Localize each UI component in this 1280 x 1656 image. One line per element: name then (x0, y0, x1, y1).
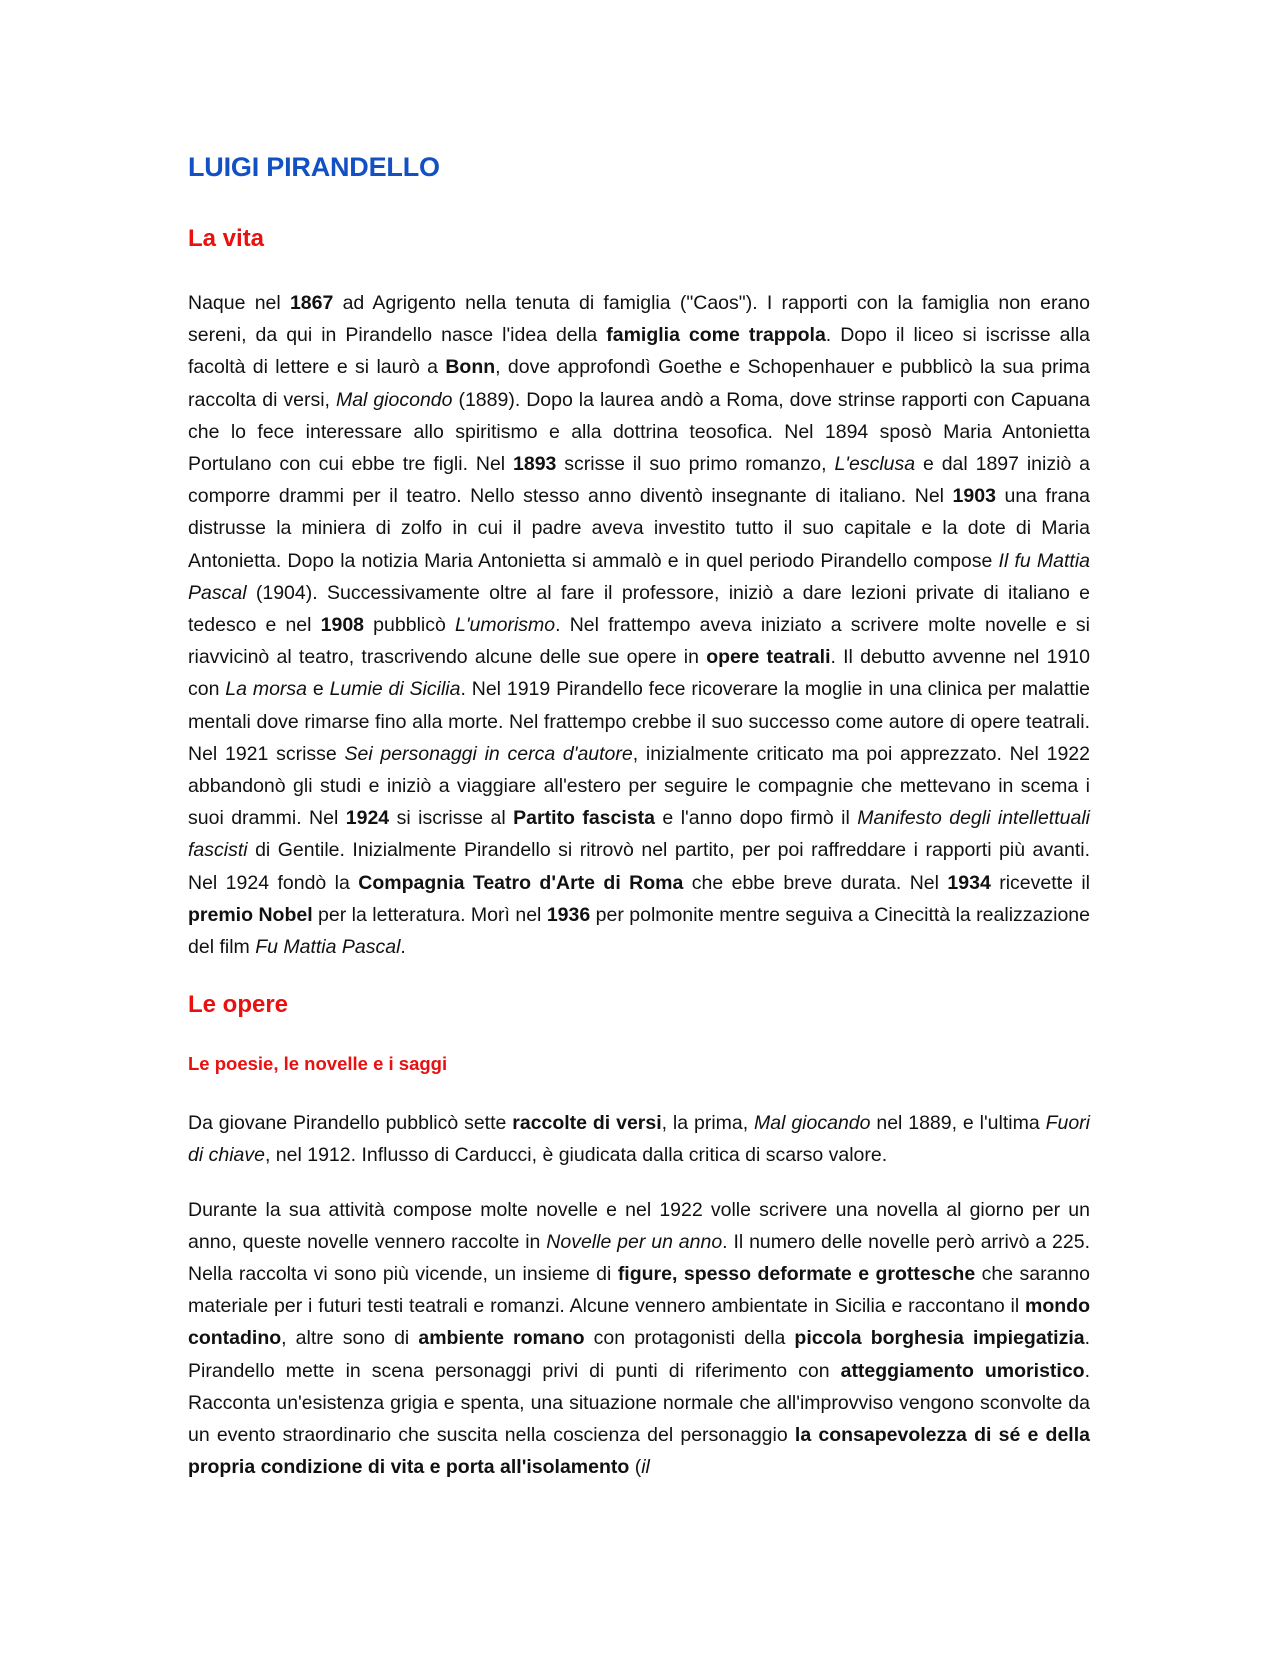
text-run: (1904). Successivamente oltre al fare il professore, iniziò a dare lezioni private di italiano e tedesco e nel (188, 581, 1090, 637)
bold-text-run: Partito fascista (513, 807, 655, 830)
text-run: con protagonisti della (584, 1327, 795, 1350)
text-run: per la letteratura. Morì nel (312, 903, 547, 926)
italic-text-run: Fu Mattia Pascal (255, 936, 401, 959)
document-page (188, 152, 1090, 1484)
document-title: LUIGI PIRANDELLO (188, 152, 440, 182)
text-run: e l'anno dopo firmò il (654, 807, 858, 830)
text-run: . Dopo il liceo si iscrisse alla facoltà di lettere e si laurò a (188, 324, 1090, 379)
text-run: e dal 1897 iniziò a comporre drammi per il teatro. Nello stesso anno diventò insegnante di italiano. Nel (188, 453, 1090, 508)
text-run: . Nel 1919 Pirandello fece ricoverare la moglie in una clinica per malattie mentali dove rimarse fino alla morte. Nel frattempo crebbe il suo successo come autore di opere teatrali. Nel 1921 scrisse (188, 678, 1090, 765)
paragraph-poesie (188, 1107, 1090, 1171)
italic-text-run: Fuori di chiave (188, 1112, 1091, 1167)
text-run: Naque nel (188, 292, 290, 314)
section-heading-opere: Le opere (188, 991, 289, 1019)
text-run: . Racconta un'esistenza grigia e spenta, una situazione normale che all'improvviso vengono sconvolte da un evento straordinario che suscita nella coscienza del personaggio (188, 1359, 1090, 1447)
text-run: , nel 1912. Influsso di Carducci, è giudicata dalla critica di scarso valore. (264, 1144, 888, 1167)
section-heading-vita: La vita (188, 225, 265, 252)
bold-text-run: 1893 (513, 453, 557, 476)
text-run: (1889). Dopo la laurea andò a Roma, dove strinse rapporti con Capuana che lo fece interessare allo spiritismo e alla dottrina teosofica. Nel 1894 sposò Maria Antonietta Portulano con cui ebbe tre figli. Nel (188, 388, 1090, 476)
text-run: ricevette il (990, 871, 1090, 894)
text-run: . Il numero delle novelle però arrivò a 225. Nella raccolta vi sono più vicende, un insieme di (188, 1230, 1090, 1286)
paragraph-vita (188, 287, 1090, 963)
text-run: una frana distrusse la miniera di zolfo in cui il padre aveva investito tutto il suo capitale e la dote di Maria Antonietta. Dopo la notizia Maria Antonietta si ammalò e in quel periodo Pirandello compose (188, 485, 1090, 572)
paragraph-novelle (188, 1194, 1090, 1484)
text-run: che ebbe breve durata. Nel (683, 871, 948, 894)
italic-text-run: il (641, 1456, 650, 1479)
bold-text-run: 1908 (320, 614, 365, 637)
italic-text-run: Il fu Mattia Pascal (188, 549, 1091, 604)
bold-text-run: 1903 (952, 485, 996, 508)
subsection-heading-poesie: Le poesie, le novelle e i saggi (188, 1053, 448, 1075)
bold-text-run: 1934 (947, 871, 991, 894)
bold-text-run: raccolte di versi (512, 1112, 662, 1135)
bold-text-run: la consapevolezza di sé e della propria condizione di vita e porta all'isolamento (188, 1424, 1090, 1479)
bold-text-run: 1924 (345, 807, 390, 830)
italic-text-run: Manifesto degli intellettuali fascisti (188, 807, 1090, 862)
text-run: ( (629, 1456, 642, 1479)
text-run: si iscrisse al (389, 807, 514, 830)
bold-text-run: famiglia come trappola (606, 324, 826, 347)
text-run: scrisse il suo primo romanzo, (556, 453, 835, 476)
text-run: . (400, 936, 406, 959)
text-run: ad Agrigento nella tenuta di famiglia ("Caos"). I rapporti con la famiglia non erano sereni, da qui in Pirandello nasce l'idea della (188, 292, 1090, 347)
bold-text-run: Compagnia Teatro d'Arte di Roma (358, 871, 684, 894)
text-run: , la prima, (661, 1112, 755, 1135)
text-run: Durante la sua attività compose molte novelle e nel 1922 volle scrivere una novella al giorno per un anno, queste novelle vennero raccolte in (188, 1198, 1090, 1253)
text-run: di Gentile. Inizialmente Pirandello si ritrovò nel partito, per poi raffreddare i rapporti più avanti. Nel 1924 fondò la (188, 839, 1090, 894)
italic-text-run: La morsa (225, 678, 308, 701)
bold-text-run: ambiente romano (418, 1327, 585, 1350)
bold-text-run: mondo contadino (188, 1295, 1090, 1350)
text-run: , inizialmente criticato ma poi apprezzato. Nel 1922 abbandonò gli studi e iniziò a viaggiare all'estero per seguire le compagnie che mettevano in scema i suoi drammi. Nel (188, 742, 1090, 830)
text-run: pubblicò (364, 614, 455, 637)
bold-text-run: figure, spesso deformate e grottesche (617, 1263, 976, 1286)
text-run: che saranno materiale per i futuri testi teatrali e romanzi. Alcune vennero ambientate in Sicilia e raccontano il (188, 1263, 1090, 1318)
text-run: . Pirandello mette in scena personaggi privi di punti di riferimento con (188, 1327, 1091, 1382)
text-run: . Il debutto avvenne nel 1910 con (188, 646, 1091, 701)
text-run: Da giovane Pirandello pubblicò sette (188, 1112, 513, 1135)
italic-text-run: Novelle per un anno (546, 1230, 723, 1253)
italic-text-run: Mal giocondo (335, 388, 453, 411)
italic-text-run: Sei personaggi in cerca d'autore (344, 742, 633, 765)
bold-text-run: 1867 (289, 292, 334, 314)
italic-text-run: Mal giocando (754, 1112, 871, 1135)
italic-text-run: Lumie di Sicilia (329, 678, 461, 701)
bold-text-run: premio Nobel (188, 903, 313, 926)
text-run: nel 1889, e l'ultima (870, 1112, 1046, 1135)
italic-text-run: L'esclusa (834, 453, 916, 476)
bold-text-run: opere teatrali (706, 646, 831, 669)
text-run: e (307, 678, 330, 701)
text-run: , altre sono di (281, 1327, 419, 1350)
bold-text-run: 1936 (546, 903, 591, 926)
text-run: . Nel frattempo aveva iniziato a scrivere molte novelle e si riavvicinò al teatro, trascrivendo alcune delle sue opere in (188, 614, 1090, 669)
text-run: , dove approfondì Goethe e Schopenhauer e pubblicò la sua prima raccolta di versi, (188, 356, 1090, 411)
text-run: per polmonite mentre seguiva a Cinecittà la realizzazione del film (188, 903, 1090, 959)
italic-text-run: L'umorismo (454, 614, 556, 637)
bold-text-run: piccola borghesia impiegatizia (794, 1327, 1085, 1350)
bold-text-run: atteggiamento umoristico (840, 1359, 1085, 1382)
bold-text-run: Bonn (445, 356, 496, 379)
